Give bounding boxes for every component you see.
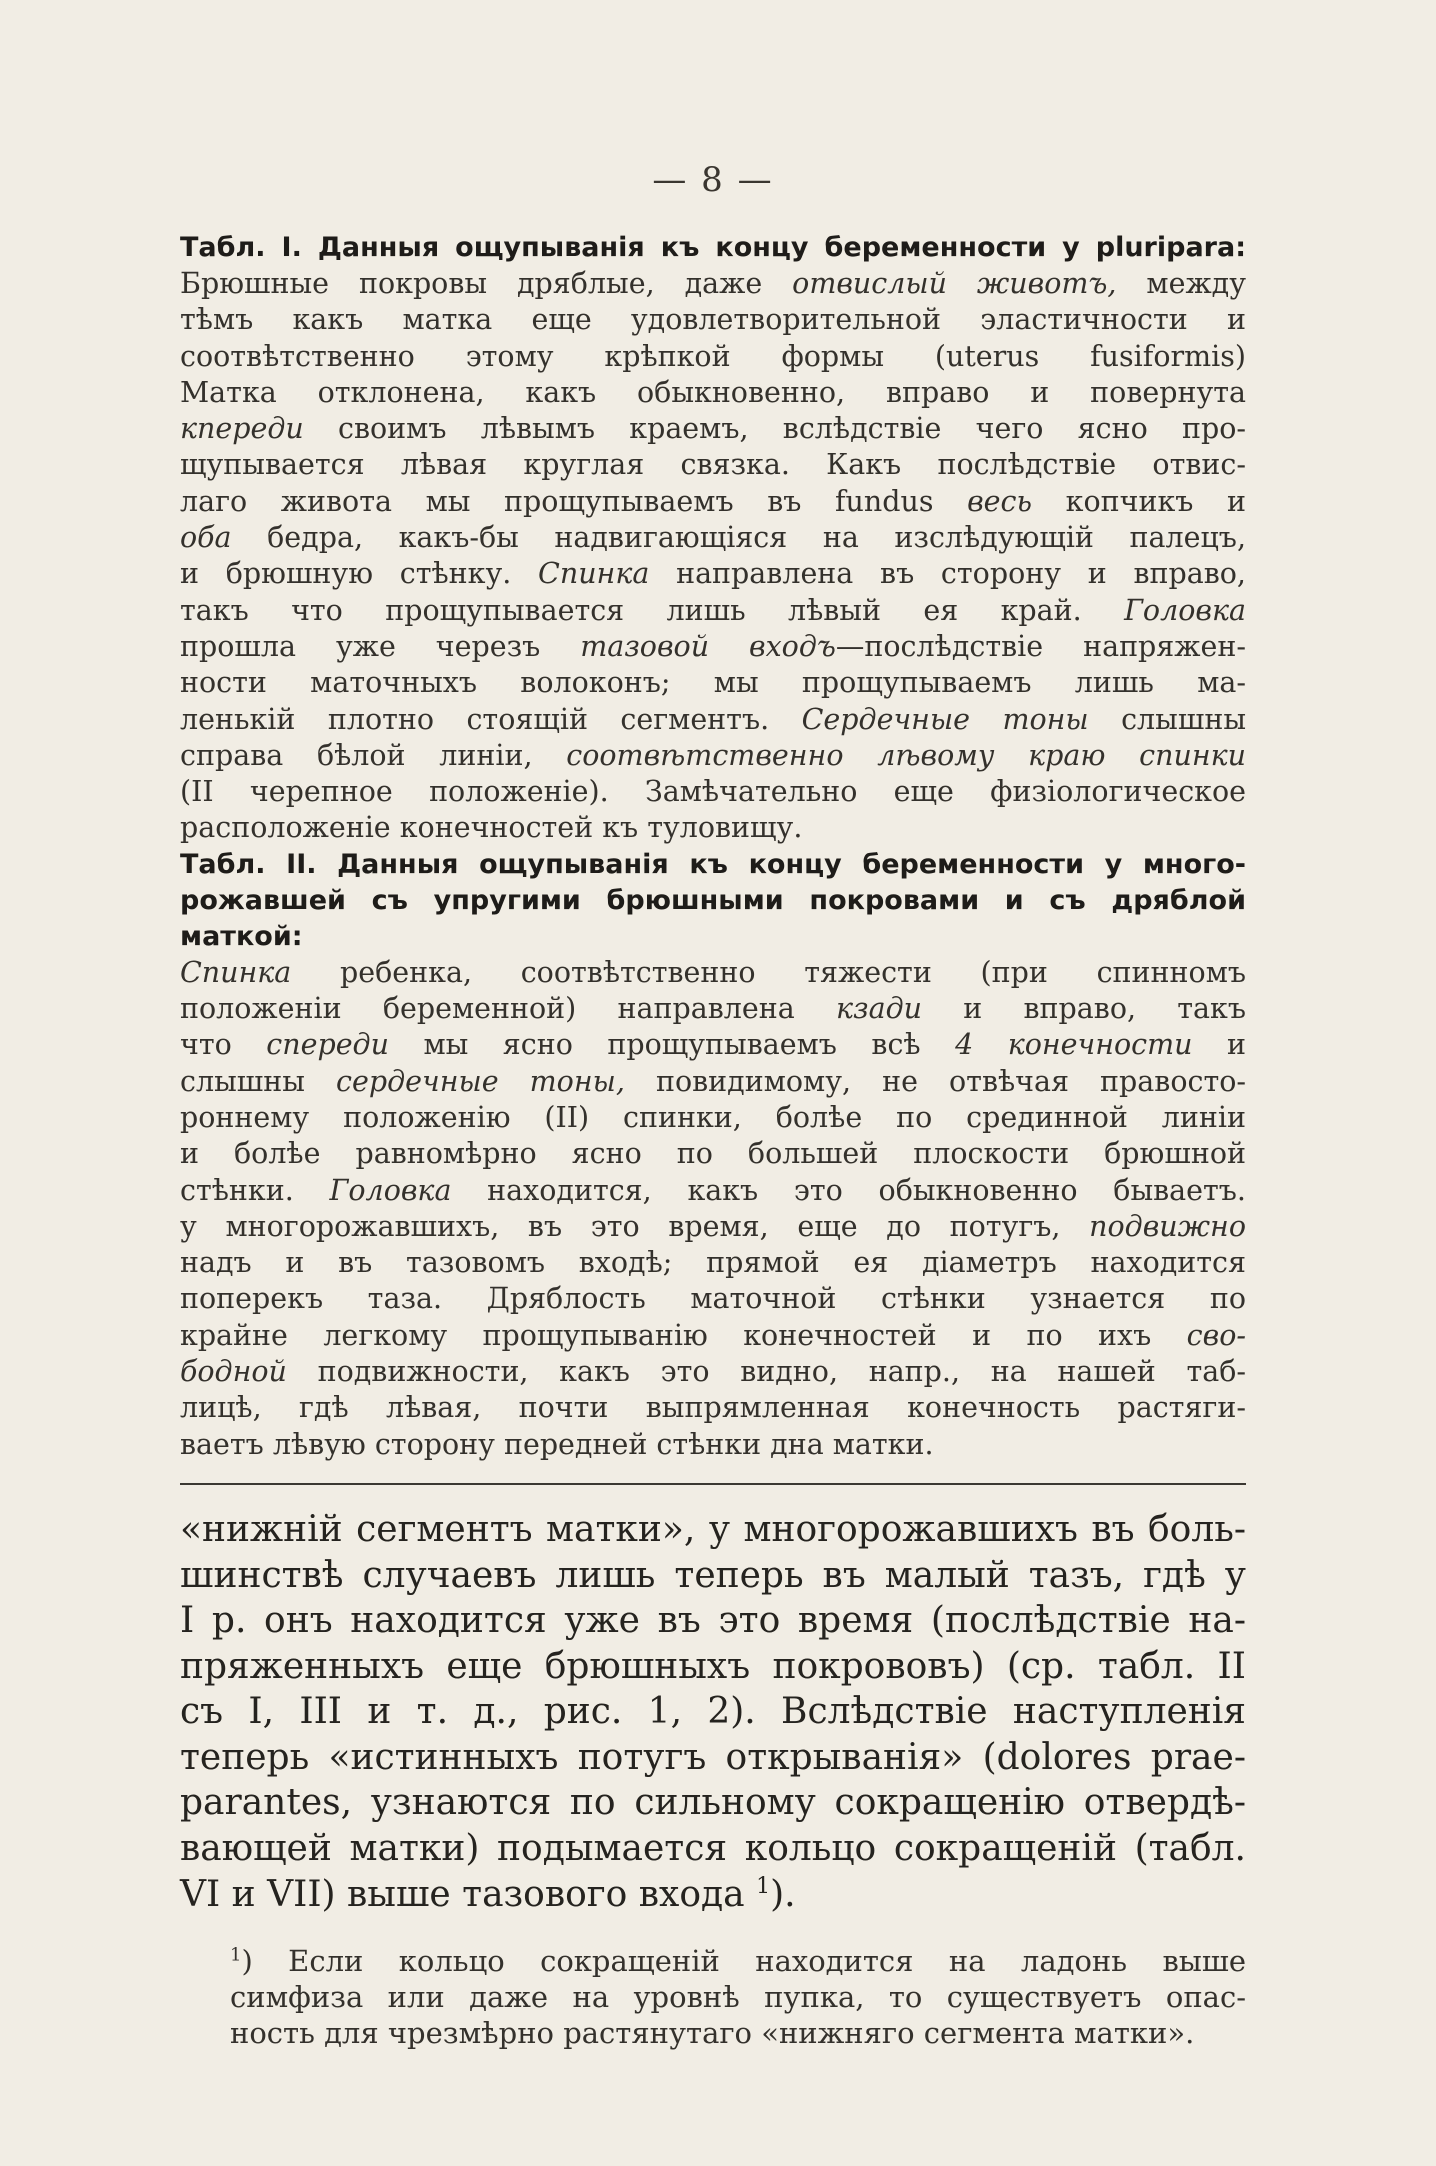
text-line: стѣнки. Головка находится, какъ это обыкновенно бываетъ. [180,1173,1246,1207]
text-line: Брюшные покровы дряблые, даже отвислый животъ, между [180,267,1246,300]
text-line: ваетъ лѣвую сторону передней стѣнки дна матки. [180,1427,934,1461]
text-line: щупывается лѣвая круглая связка. Какъ послѣдствіе отвис- [180,448,1246,482]
table-1-text [180,266,1246,847]
table-1-heading: Табл. I. Данныя ощупыванія къ концу беременности у pluripara: [180,232,1246,263]
text-line: поперекъ таза. Дряблость маточной стѣнки узнается по [180,1282,1246,1316]
text-line: прошла уже черезъ тазовой входъ—послѣдствіе напряжен- [180,629,1246,663]
text-line: соотвѣтственно этому крѣпкой формы (uterus fusiformis) [180,339,1246,373]
text-line: оба бедра, какъ-бы надвигающіяся на изслѣдующій палецъ, [180,521,1246,555]
text-line: шинствѣ случаевъ лишь теперь въ малый тазъ, гдѣ у [180,1554,1246,1596]
text-line: что спереди мы ясно прощупываемъ всѣ 4 конечности и [180,1028,1247,1062]
text-line: справа бѣлой линіи, соотвѣтственно лѣвому краю спинки [180,738,1246,772]
table-1-caption [180,230,1246,847]
table-2-caption [180,847,1246,1463]
text-line: расположеніе конечностей къ туловищу. [180,811,803,845]
text-line: слышны сердечные тоны, повидимому, не отвѣчая правосто- [180,1064,1247,1098]
text-line: $^1$) Если кольцо сокращеній находится на ладонь выше [230,1944,1246,1979]
text-line: Спинка ребенка, соотвѣтственно тяжести (при спинномъ [180,955,1246,989]
text-line: крайне легкому прощупыванію конечностей и по ихъ сво- [180,1318,1246,1352]
text-line: «нижній сегментъ матки», у многорожавшихъ въ боль- [180,1508,1246,1550]
main-paragraph [180,1507,1246,1917]
text-line: бодной подвижности, какъ это видно, напр., на нашей таб- [180,1355,1246,1389]
text-line: (II черепное положеніе). Замѣчательно еще физіологическое [180,775,1246,809]
table-2-text [180,955,1246,1463]
text-line: симфиза или даже на уровнѣ пупка, то существуетъ опас- [230,1980,1246,2015]
text-line: ность для чрезмѣрно растянутаго «нижняго сегмента матки». [230,2016,1195,2051]
text-line: пряженныхъ еще брюшныхъ покрововъ) (ср. табл. II [180,1645,1246,1687]
text-line: лицѣ, гдѣ лѣвая, почти выпрямленная конечность растяги- [180,1391,1246,1425]
text-line: роннему положенію (II) спинки, болѣе по срединной линіи [180,1100,1246,1134]
text-line: у многорожавшихъ, въ это время, еще до потугъ, подвижно [180,1209,1246,1243]
text-line: Матка отклонена, какъ обыкновенно, вправо и повернута [180,375,1246,409]
table-2-heading-line-1: Табл. II. Данныя ощупыванія къ концу беременности у много- [180,848,1246,880]
text-line: и брюшную стѣнку. Спинка направлена въ сторону и вправо, [180,557,1246,591]
page-number: — 8 — [652,160,774,200]
text-line: съ I, III и т. д., рис. 1, 2). Вслѣдствіе наступленія [180,1691,1246,1733]
text-line: лаго живота мы прощупываемъ въ fundus весь копчикъ и [180,484,1246,518]
text-line: надъ и въ тазовомъ входѣ; прямой ея діаметръ находится [180,1246,1246,1280]
footnote [180,1943,1246,2051]
text-line: parantes, узнаются по сильному сокращенію отвердѣ- [180,1782,1246,1824]
text-line: VI и VII) выше тазового входа $^1$). [180,1873,796,1915]
table-2-heading-line-2: рожавшей съ упругими брюшными покровами и съ дряблой маткой: [180,884,1246,952]
text-line: вающей матки) подымается кольцо сокращеній (табл. [180,1828,1246,1870]
text-line: ности маточныхъ волоконъ; мы прощупываемъ лишь ма- [180,666,1246,700]
text-line: ленькій плотно стоящій сегментъ. Сердечные тоны слышны [180,702,1247,736]
text-line: такъ что прощупывается лишь лѣвый ея край. Головка [180,593,1246,627]
text-line: положеніи беременной) направлена кзади и вправо, такъ [180,992,1246,1026]
text-line: теперь «истинныхъ потугъ открыванія» (dolores prae- [180,1736,1246,1778]
text-line: и болѣе равномѣрно ясно по большей плоскости брюшной [180,1137,1246,1171]
text-line: I р. онъ находится уже въ это время (послѣдствіе на- [180,1600,1246,1642]
text-line: тѣмъ какъ матка еще удовлетворительной эластичности и [180,303,1246,337]
section-divider [180,1483,1246,1485]
text-line: кпереди своимъ лѣвымъ краемъ, вслѣдствіе чего ясно про- [180,412,1246,446]
